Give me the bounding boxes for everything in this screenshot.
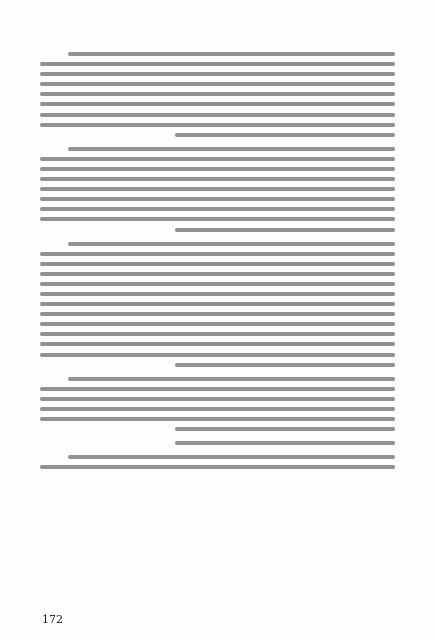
text-line (40, 292, 395, 296)
text-line (40, 252, 395, 256)
text-line (40, 177, 395, 181)
text-line (40, 262, 395, 266)
text-line (40, 217, 395, 221)
paragraph-5 (40, 441, 395, 445)
text-line (175, 427, 395, 431)
paragraph-1 (40, 52, 395, 137)
text-line (40, 72, 395, 76)
text-line (175, 441, 395, 445)
text-line (40, 187, 395, 191)
text-line (40, 417, 395, 421)
text-line (175, 363, 395, 367)
text-line (40, 353, 395, 357)
text-line (40, 207, 395, 211)
text-line (40, 123, 395, 127)
text-line (40, 322, 395, 326)
text-line (40, 397, 395, 401)
body-text (40, 52, 395, 479)
text-line (40, 62, 395, 66)
text-line (40, 342, 395, 346)
text-line (175, 133, 395, 137)
text-line (40, 113, 395, 117)
text-line (40, 465, 395, 469)
page-number: 172 (42, 613, 63, 626)
paragraph-6 (40, 455, 395, 469)
text-line (40, 157, 395, 161)
text-line (40, 302, 395, 306)
text-line (68, 455, 395, 459)
paragraph-3 (40, 242, 395, 367)
text-line (175, 228, 395, 232)
paragraph-4 (40, 377, 395, 431)
text-line (40, 312, 395, 316)
text-line (40, 197, 395, 201)
text-line (68, 377, 395, 381)
text-line (40, 332, 395, 336)
text-line (40, 167, 395, 171)
text-line (40, 282, 395, 286)
text-line (68, 242, 395, 246)
text-line (40, 92, 395, 96)
paragraph-2 (40, 147, 395, 232)
text-line (40, 82, 395, 86)
text-line (40, 407, 395, 411)
text-line (68, 52, 395, 56)
text-line (40, 387, 395, 391)
text-line (40, 272, 395, 276)
text-line (68, 147, 395, 151)
text-line (40, 102, 395, 106)
